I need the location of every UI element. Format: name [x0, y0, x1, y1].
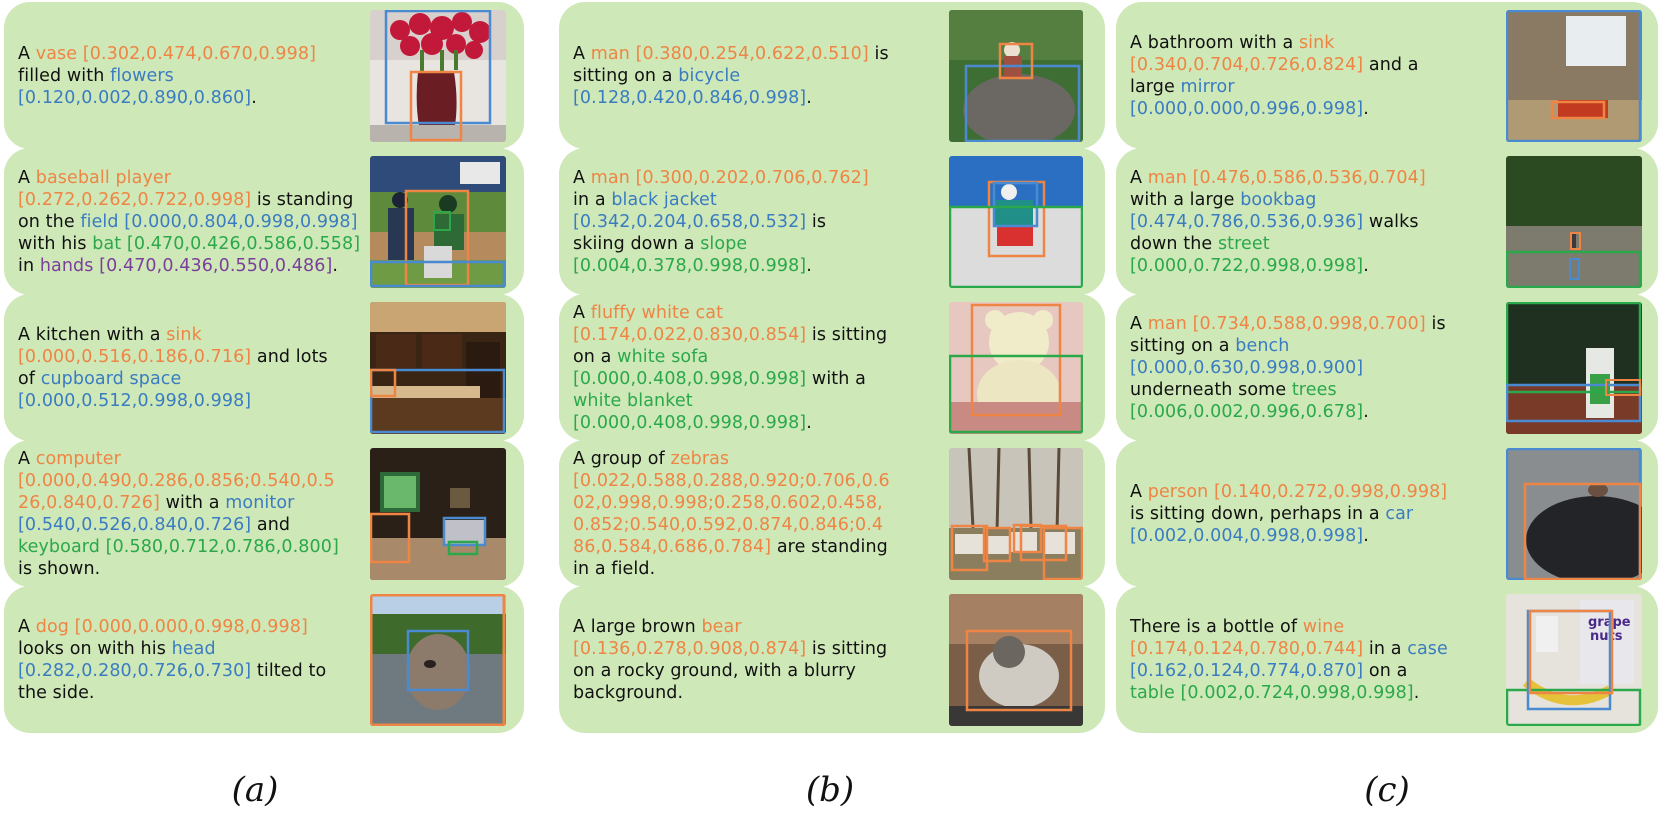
label-blue: mirror: [1180, 76, 1235, 97]
image-zebras: [949, 448, 1083, 580]
label-orange: [0.380,0.254,0.622,0.510]: [635, 43, 869, 64]
label-purple: [0.470,0.436,0.550,0.486]: [99, 255, 333, 276]
label-blue: bookbag: [1240, 189, 1317, 210]
card-a2: [4, 148, 524, 295]
label-blue: bicycle: [678, 65, 741, 86]
card-b1: [559, 2, 1105, 149]
label-green: [0.580,0.712,0.786,0.800]: [105, 536, 339, 557]
label-orange: [0.734,0.588,0.998,0.700]: [1192, 313, 1426, 334]
grape-nuts-label: grape nuts: [1588, 615, 1631, 644]
label-blue: bench: [1235, 335, 1290, 356]
label-blue: head: [171, 638, 216, 659]
label-orange: [0.000,0.000,0.998,0.998]: [74, 616, 308, 637]
label-blue: monitor: [225, 492, 295, 513]
label-green: [0.006,0.002,0.996,0.678]: [1130, 401, 1364, 422]
card-b4: [559, 440, 1105, 587]
card-c2: [1116, 148, 1658, 295]
image-bedroom: [1506, 10, 1642, 142]
label-blue: case: [1407, 638, 1448, 659]
card-c1: [1116, 2, 1658, 149]
caption-text: A vase [0.302,0.474,0.670,0.998] filled with flowers [0.120,0.002,0.890,0.860].: [18, 43, 317, 108]
label-orange: man: [1147, 313, 1187, 334]
caption-text: A fluffy white cat [0.174,0.022,0.830,0.854] is sitting on a white sofa [0.000,0.408,0.998,0.998] with a white blanket [0.000,0.408,0.998,0.998].: [573, 302, 888, 433]
label-orange: [0.140,0.272,0.998,0.998]: [1214, 481, 1448, 502]
caption-text: A large brown bear [0.136,0.278,0.908,0.874] is sitting on a rocky ground, with a blurry background.: [573, 616, 888, 703]
label-orange: [0.174,0.124,0.780,0.744]: [1130, 638, 1364, 659]
caption-text: A computer [0.000,0.490,0.286,0.856;0.540,0.5 26,0.840,0.726] with a monitor [0.540,0.526,0.840,0.726] and keyboard [0.580,0.712,0.786,0.800] is shown.: [18, 448, 339, 579]
label-orange: [0.302,0.474,0.670,0.998]: [82, 43, 317, 64]
label-orange: bear: [701, 616, 742, 637]
label-blue: [0.002,0.004,0.998,0.998]: [1130, 525, 1364, 546]
label-orange: fluffy white cat: [590, 302, 724, 323]
label-orange: [0.022,0.588,0.288,0.920;0.706,0.6: [573, 470, 890, 491]
label-blue: field: [80, 211, 119, 232]
label-blue: [0.000,0.804,0.998,0.998]: [124, 211, 358, 232]
card-b2: [559, 148, 1105, 295]
label-green: [0.004,0.378,0.998,0.998]: [573, 255, 807, 276]
label-green: white blanket: [573, 390, 693, 411]
caption-text: A person [0.140,0.272,0.998,0.998] is sitting down, perhaps in a car [0.002,0.004,0.998,0.998].: [1130, 481, 1448, 546]
label-blue: [0.000,0.512,0.998,0.998]: [18, 390, 252, 411]
label-orange: 86,0.584,0.686,0.784]: [573, 536, 772, 557]
label-orange: man: [590, 43, 630, 64]
card-b3: [559, 294, 1105, 441]
label-blue: car: [1385, 503, 1414, 524]
label-orange: [0.476,0.586,0.536,0.704]: [1192, 167, 1426, 188]
label-green: trees: [1291, 379, 1337, 400]
image-grape-nuts: [1506, 594, 1642, 726]
label-blue: [0.474,0.786,0.536,0.936]: [1130, 211, 1364, 232]
label-blue: [0.162,0.124,0.774,0.870]: [1130, 660, 1364, 681]
image-bird-car: [1506, 448, 1642, 580]
label-orange: vase: [35, 43, 78, 64]
label-orange: man: [590, 167, 630, 188]
label-orange: 02,0.998,0.998;0.258,0.602,0.458,: [573, 492, 883, 513]
label-green: slope: [700, 233, 748, 254]
image-computer: [370, 448, 506, 580]
label-green: street: [1217, 233, 1270, 254]
label-green: table: [1130, 682, 1175, 703]
label-orange: zebras: [670, 448, 730, 469]
caption-text: A bathroom with a sink [0.340,0.704,0.726,0.824] and a large mirror [0.000,0.000,0.996,0.998].: [1130, 32, 1419, 119]
label-orange: [0.174,0.022,0.830,0.854]: [573, 324, 807, 345]
card-c3: [1116, 294, 1658, 441]
label-blue: [0.000,0.630,0.998,0.900]: [1130, 357, 1364, 378]
card-a3: [4, 294, 524, 441]
label-orange: 0.852;0.540,0.592,0.874,0.846;0.4: [573, 514, 884, 535]
label-orange: computer: [35, 448, 121, 469]
card-a1: [4, 2, 524, 149]
label-blue: [0.540,0.526,0.840,0.726]: [18, 514, 252, 535]
label-green: white sofa: [617, 346, 709, 367]
label-green: [0.002,0.724,0.998,0.998]: [1180, 682, 1414, 703]
caption-c: (c): [1364, 770, 1410, 810]
image-kitchen: [370, 302, 506, 434]
card-c5: [1116, 586, 1658, 733]
caption-text: A man [0.380,0.254,0.622,0.510] is sitting on a bicycle [0.128,0.420,0.846,0.998].: [573, 43, 889, 108]
label-green: bat: [92, 233, 122, 254]
caption-text: A baseball player [0.272,0.262,0.722,0.998] is standing on the field [0.000,0.804,0.998,0.998] with his bat [0.470,0.426,0.586,0.558] in hands [0.470,0.436,0.550,0.486].: [18, 167, 361, 276]
image-teddy: [949, 302, 1083, 434]
label-blue: [0.342,0.204,0.658,0.532]: [573, 211, 807, 232]
label-orange: [0.000,0.490,0.286,0.856;0.540,0.5: [18, 470, 335, 491]
caption-text: A man [0.476,0.586,0.536,0.704] with a large bookbag [0.474,0.786,0.536,0.936] walks down the street [0.000,0.722,0.998,0.998].: [1130, 167, 1426, 276]
caption-text: A dog [0.000,0.000,0.998,0.998] looks on with his head [0.282,0.280,0.726,0.730] tilted to the side.: [18, 616, 327, 703]
label-orange: dog: [35, 616, 69, 637]
image-hydrant: [1506, 302, 1642, 434]
label-orange: person: [1147, 481, 1209, 502]
caption-text: A group of zebras [0.022,0.588,0.288,0.920;0.706,0.6 02,0.998,0.998;0.258,0.602,0.458, 0.852;0.540,0.592,0.874,0.846;0.4 86,0.584,0.686,0.784] are standing in a field.: [573, 448, 890, 579]
label-green: [0.000,0.408,0.998,0.998]: [573, 368, 807, 389]
label-purple: hands: [39, 255, 94, 276]
image-baseball: [370, 156, 506, 288]
label-orange: wine: [1302, 616, 1345, 637]
label-blue: [0.282,0.280,0.726,0.730]: [18, 660, 252, 681]
label-blue: [0.120,0.002,0.890,0.860]: [18, 87, 252, 108]
label-orange: 26,0.840,0.726]: [18, 492, 160, 513]
caption-a: (a): [231, 770, 279, 810]
image-street: [1506, 156, 1642, 288]
caption-text: A man [0.734,0.588,0.998,0.700] is sitting on a bench [0.000,0.630,0.998,0.900] underneath some trees [0.006,0.002,0.996,0.678].: [1130, 313, 1446, 422]
card-a4: [4, 440, 524, 587]
label-orange: [0.300,0.202,0.706,0.762]: [635, 167, 869, 188]
label-orange: man: [1147, 167, 1187, 188]
label-blue: black jacket: [611, 189, 717, 210]
card-b5: [559, 586, 1105, 733]
label-blue: [0.128,0.420,0.846,0.998]: [573, 87, 807, 108]
label-green: [0.000,0.408,0.998,0.998]: [573, 412, 807, 433]
image-dog: [370, 594, 506, 726]
label-orange: sink: [1298, 32, 1335, 53]
caption-text: A man [0.300,0.202,0.706,0.762] in a black jacket [0.342,0.204,0.658,0.532] is skiing down a slope [0.004,0.378,0.998,0.998].: [573, 167, 869, 276]
image-vase-flowers: [370, 10, 506, 142]
label-orange: [0.340,0.704,0.726,0.824]: [1130, 54, 1364, 75]
image-cat: [949, 594, 1083, 726]
caption-b: (b): [805, 770, 855, 810]
label-green: keyboard: [18, 536, 100, 557]
label-green: [0.470,0.426,0.586,0.558]: [126, 233, 361, 254]
card-a5: [4, 586, 524, 733]
caption-text: There is a bottle of wine [0.174,0.124,0.780,0.744] in a case [0.162,0.124,0.774,0.870] on a table [0.002,0.724,0.998,0.998].: [1130, 616, 1448, 703]
label-orange: sink: [166, 324, 202, 345]
label-orange: baseball player: [35, 167, 172, 188]
card-c4: [1116, 440, 1658, 587]
label-orange: [0.000,0.516,0.186,0.716]: [18, 346, 252, 367]
label-orange: [0.272,0.262,0.722,0.998]: [18, 189, 252, 210]
image-elephant-man: [949, 10, 1083, 142]
label-blue: [0.000,0.000,0.996,0.998]: [1130, 98, 1364, 119]
image-skier: [949, 156, 1083, 288]
label-blue: flowers: [110, 65, 174, 86]
caption-text: A kitchen with a sink [0.000,0.516,0.186,0.716] and lots of cupboard space [0.000,0.512,0.998,0.998]: [18, 324, 328, 411]
label-orange: [0.136,0.278,0.908,0.874]: [573, 638, 807, 659]
label-blue: cupboard space: [40, 368, 182, 389]
label-green: [0.000,0.722,0.998,0.998]: [1130, 255, 1364, 276]
